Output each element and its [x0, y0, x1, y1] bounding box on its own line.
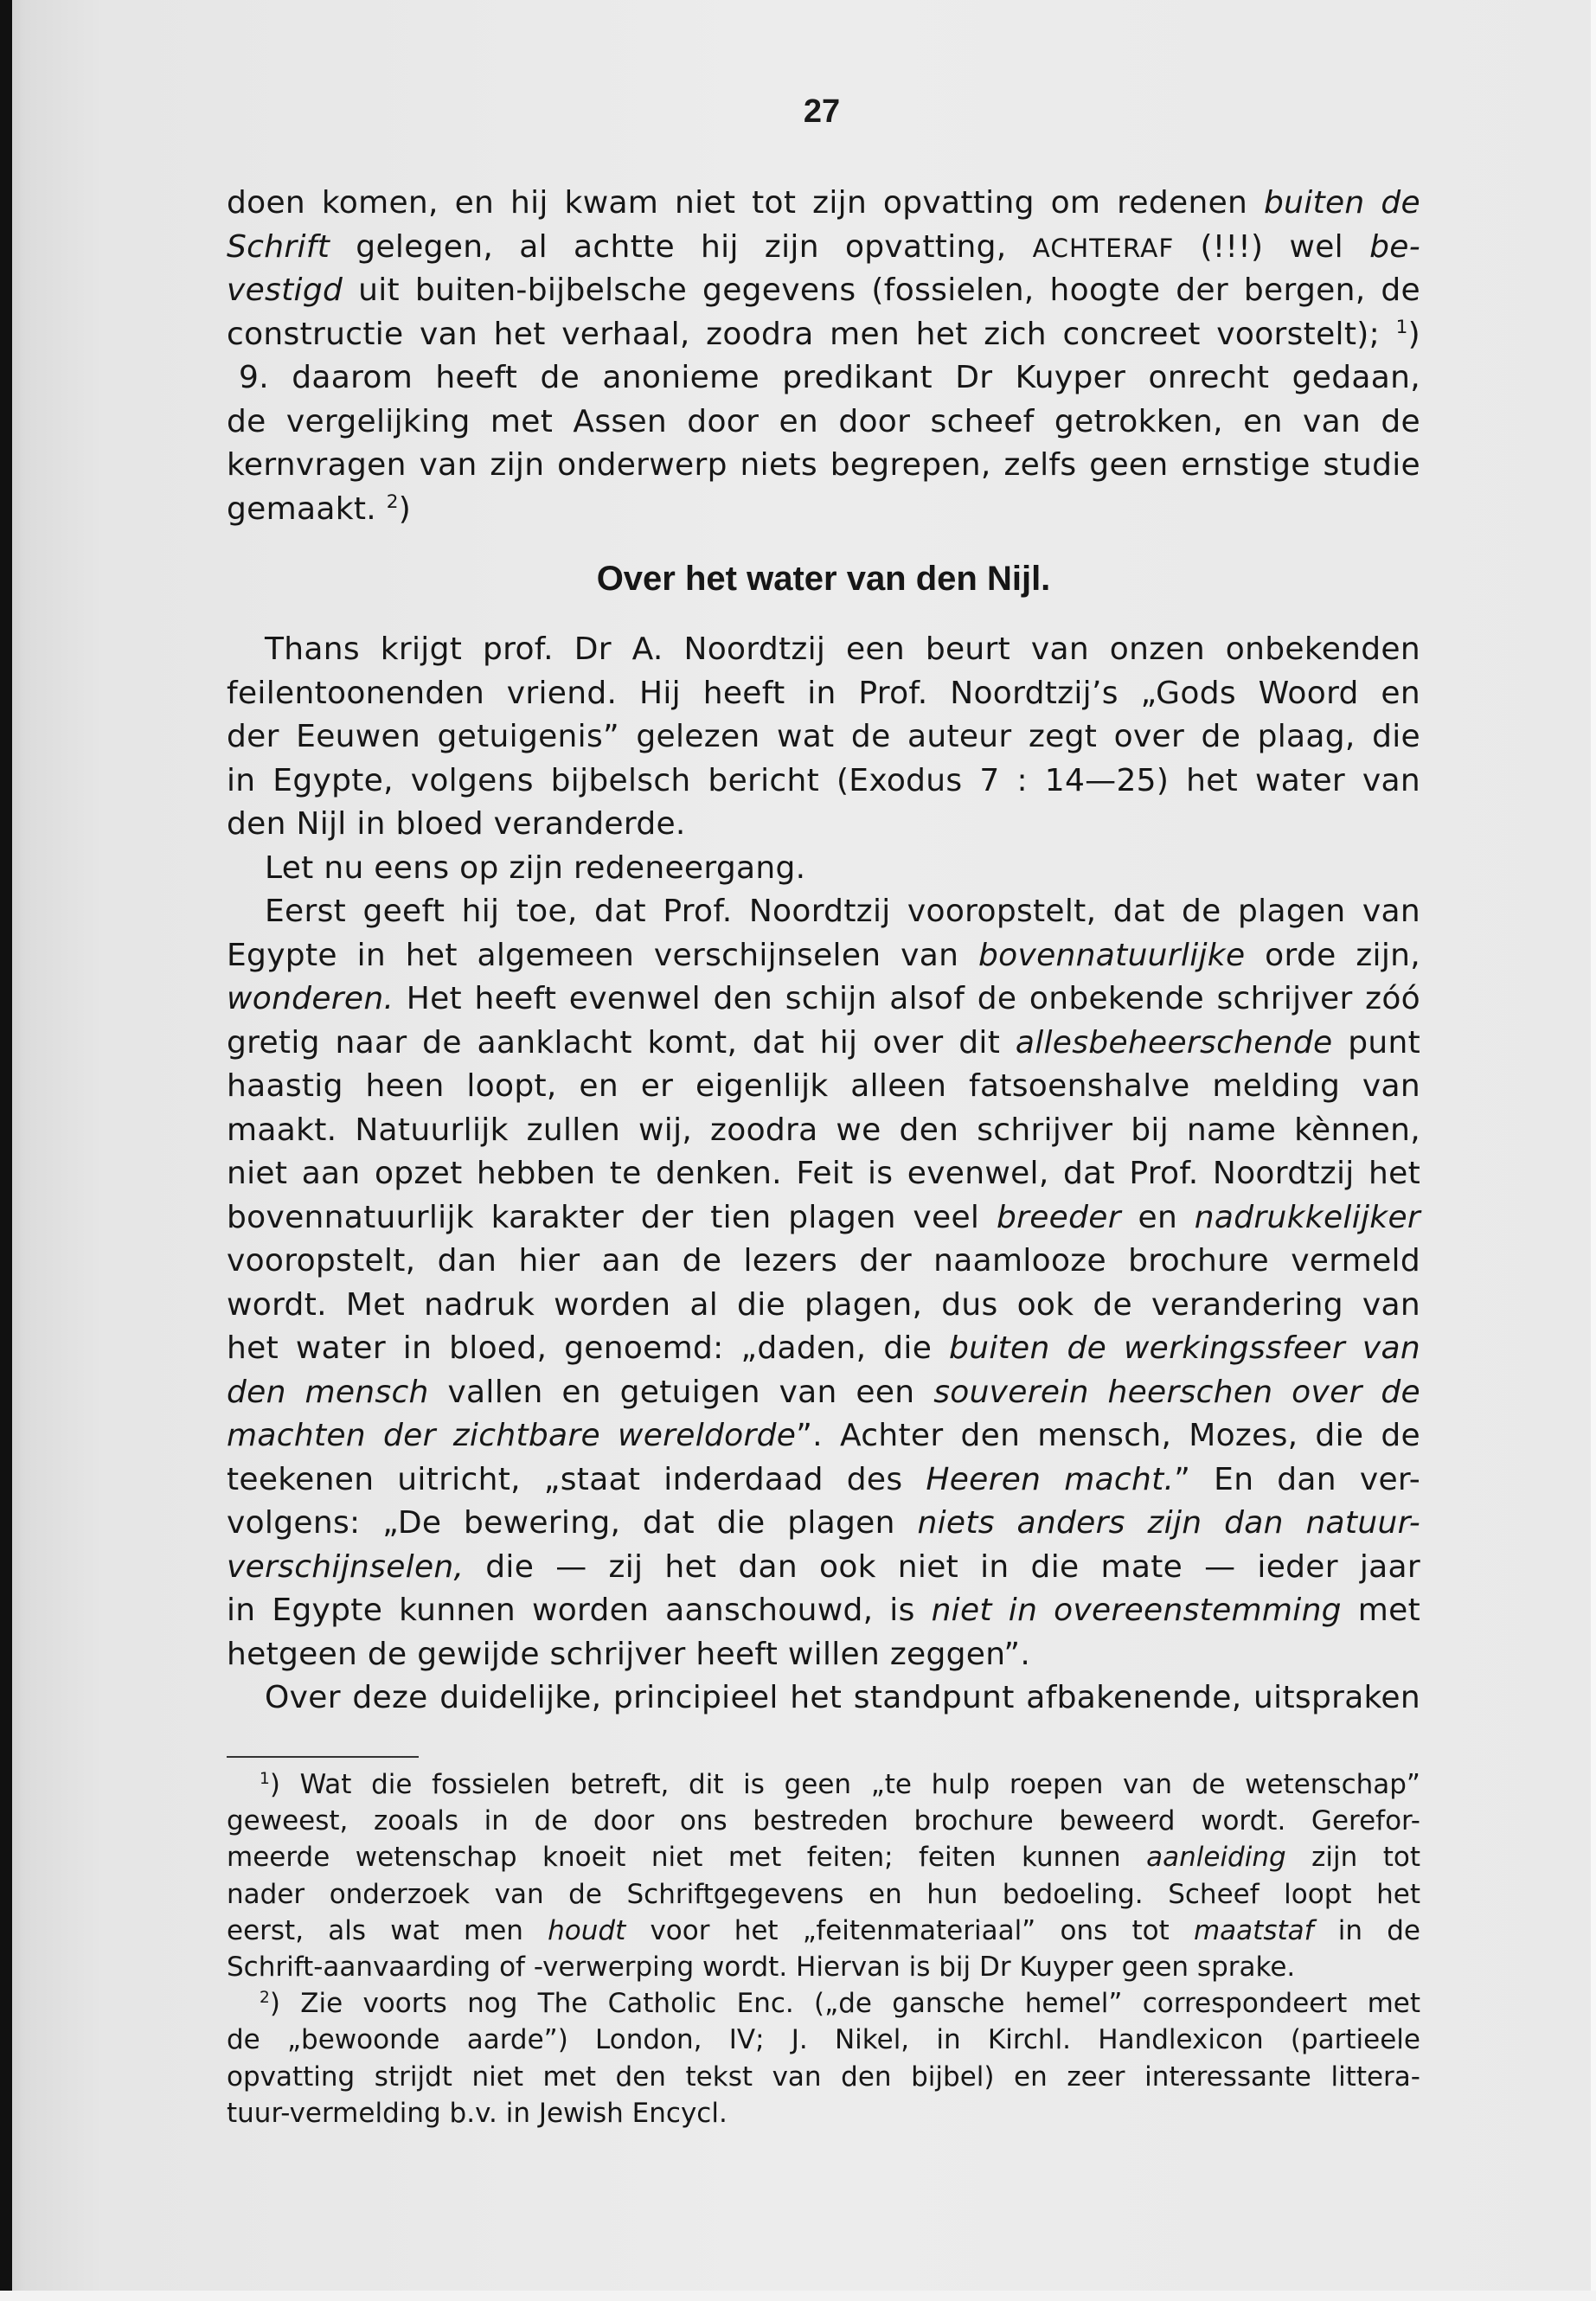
- footnote-marker: 1: [260, 1769, 270, 1788]
- footnote-ref: 1: [1395, 316, 1408, 338]
- text-line: kernvragen van zijn onderwerp niets begrepen, zelfs geen ernstige studie: [227, 447, 1420, 483]
- text-line: gemaakt. $^2$): [227, 490, 412, 527]
- footnote-ref: 2: [386, 490, 399, 513]
- footnote-line: de „bewoonde aarde”) London, IV; J. Nikel, in Kirchl. Handlexicon (partieele: [227, 2024, 1420, 2056]
- text-line: vestigd uit buiten-bijbelsche gegevens (fossielen, hoogte der bergen, de: [227, 272, 1420, 308]
- footnote-line: opvatting strijdt niet met den tekst van den bijbel) en zeer interessante littera-: [227, 2061, 1420, 2093]
- text-line: niet aan opzet hebben te denken. Feit is evenwel, dat Prof. Noordtzij het: [227, 1156, 1420, 1191]
- text-line: maakt. Natuurlijk zullen wij, zoodra we den schrijver bij name kènnen,: [227, 1112, 1420, 1148]
- text-line: de vergelijking met Assen door en door scheef getrokken, en van de: [227, 403, 1420, 439]
- footnote-divider: [227, 1756, 419, 1758]
- footnote-line: eerst, als wat men houdt voor het „feitenmateriaal” ons tot maatstaf in de: [227, 1914, 1420, 1946]
- text-line: doen komen, en hij kwam niet tot zijn opvatting om redenen buiten de: [227, 185, 1420, 221]
- text-line: bovennatuurlijk karakter der tien plagen veel breeder en nadrukkelijker: [227, 1199, 1420, 1235]
- text-line: wonderen. Het heeft evenwel den schijn alsof de onbekende schrijver zóó: [227, 981, 1420, 1016]
- footnote-line: geweest, zooals in de door ons bestreden brochure beweerd wordt. Gerefor-: [227, 1805, 1420, 1837]
- footnote-line: meerde wetenschap knoeit niet met feiten; feiten kunnen aanleiding zijn tot: [227, 1842, 1420, 1874]
- footnote-line: tuur-vermelding b.v. in Jewish Encycl.: [227, 2097, 727, 2129]
- text-line: Thans krijgt prof. Dr A. Noordtzij een beurt van onzen onbekenden: [265, 631, 1420, 667]
- footnote-line: $^2$) Zie voorts nog The Catholic Enc. („de gansche hemel” correspondeert met: [260, 1988, 1420, 2020]
- footnote-line: nader onderzoek van de Schriftgegevens en hun bedoeling. Scheef loopt het: [227, 1878, 1420, 1910]
- text-line: Let nu eens op zijn redeneergang.: [265, 849, 806, 886]
- text-line: vooropstelt, dan hier aan de lezers der naamlooze brochure vermeld: [227, 1243, 1420, 1279]
- scan-left-edge: [0, 0, 12, 2301]
- footnote-line: Schrift-aanvaarding of -verwerping wordt. Hiervan is bij Dr Kuyper geen sprake.: [227, 1951, 1296, 1983]
- text-line: het water in bloed, genoemd: „daden, die buiten de werkingssfeer van: [227, 1330, 1420, 1366]
- text-line: Schrift gelegen, al achtte hij zijn opvatting, ACHTERAF (!!!) wel be-: [227, 228, 1420, 265]
- footnote-line: $^1$) Wat die fossielen betreft, dit is geen „te hulp roepen van de wetenschap”: [260, 1769, 1420, 1800]
- text-line: Over deze duidelijke, principieel het standpunt afbakenende, uitspraken: [265, 1680, 1420, 1715]
- footnotes: [227, 1766, 1420, 2131]
- footnote-marker: 2: [260, 1988, 270, 2007]
- text-line: feilentoonenden vriend. Hij heeft in Prof. Noordtzij’s „Gods Woord en: [227, 675, 1420, 711]
- main-text: [227, 182, 1420, 1721]
- text-line: in Egypte kunnen worden aanschouwd, is niet in overeenstemming met: [227, 1593, 1421, 1628]
- text-line: teekenen uitricht, „staat inderdaad des Heeren macht.” En dan ver-: [227, 1461, 1420, 1497]
- text-line: gretig naar de aanklacht komt, dat hij over dit allesbeheerschende punt: [227, 1024, 1420, 1061]
- text-line: constructie van het verhaal, zoodra men het zich concreet voorstelt); $^1$): [227, 316, 1421, 352]
- text-line: der Eeuwen getuigenis” gelezen wat de auteur zegt over de plaag, die: [227, 719, 1420, 754]
- text-line: in Egypte, volgens bijbelsch bericht (Exodus 7 : 14—25) het water van: [227, 762, 1420, 798]
- page-number: 27: [803, 93, 841, 130]
- text-line: Eerst geeft hij toe, dat Prof. Noordtzij vooropstelt, dat de plagen van: [265, 894, 1420, 929]
- text-line: hetgeen de gewijde schrijver heeft willen zeggen”.: [227, 1636, 1031, 1672]
- text-line: den Nijl in bloed veranderde.: [227, 806, 686, 842]
- scan-bottom-edge: [0, 2291, 1596, 2301]
- text-line: machten der zichtbare wereldorde”. Achter den mensch, Mozes, die de: [227, 1418, 1420, 1453]
- text-line: den mensch vallen en getuigen van een souverein heerschen over de: [227, 1374, 1421, 1410]
- text-line: haastig heen loopt, en er eigenlijk alleen fatsoenshalve melding van: [227, 1068, 1420, 1104]
- text-line: Egypte in het algemeen verschijnselen van bovennatuurlijke orde zijn,: [227, 937, 1420, 973]
- text-line: volgens: „De bewering, dat die plagen niets anders zijn dan natuur-: [227, 1505, 1420, 1541]
- text-line: wordt. Met nadruk worden al die plagen, dus ook de verandering van: [227, 1286, 1420, 1323]
- text-line: verschijnselen, die — zij het dan ook niet in die mate — ieder jaar: [227, 1548, 1420, 1585]
- text-line: 9. daarom heeft de anonieme predikant Dr Kuyper onrecht gedaan,: [239, 360, 1420, 395]
- scan-right-edge: [1591, 0, 1596, 2301]
- section-heading: Over het water van den Nijl.: [596, 560, 1051, 598]
